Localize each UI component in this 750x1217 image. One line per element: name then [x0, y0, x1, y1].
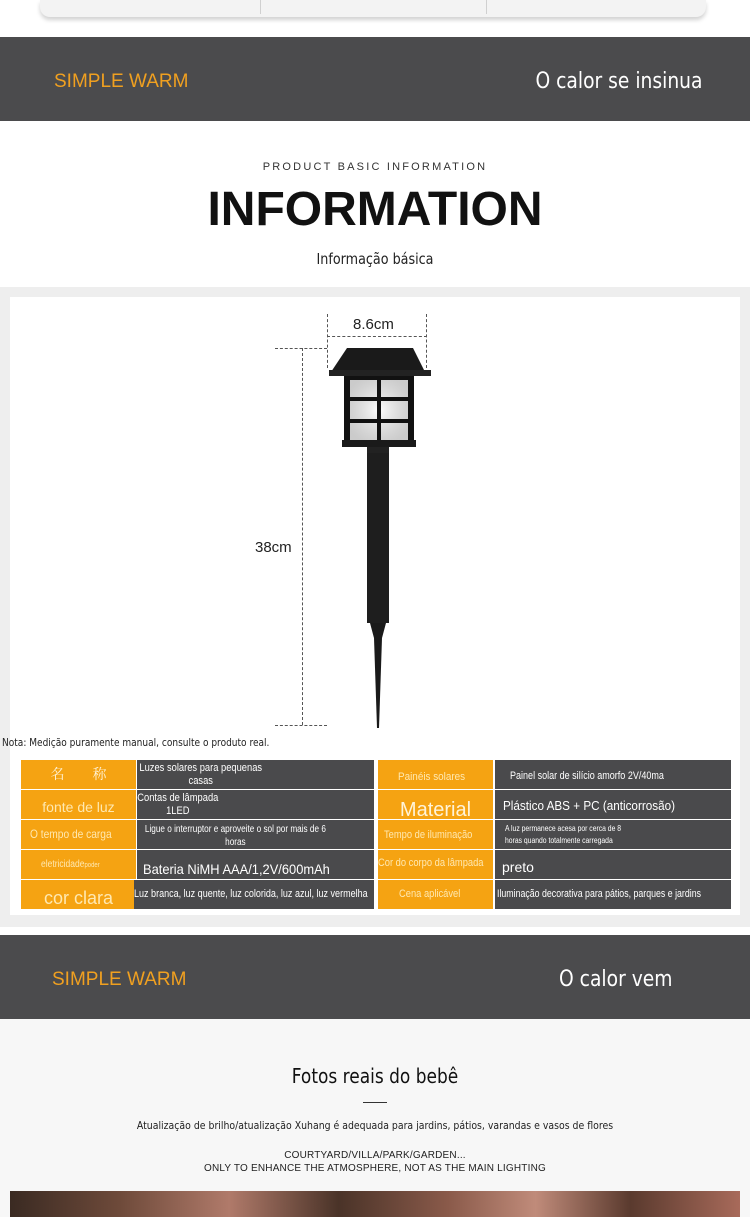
photos-section: [0, 1019, 750, 1217]
spec-label-source: fonte de luz: [21, 790, 136, 819]
spec-value-charge: Ligue o interruptor e aproveite o sol por mais de 6 horas: [137, 820, 374, 849]
spec-value-source: Contas de lâmpada 1LED: [137, 790, 374, 819]
spec-value-body-color: preto: [495, 850, 731, 879]
solar-lamp-image: [325, 348, 435, 732]
spec-label-scene: Cena aplicável: [378, 880, 493, 909]
spec-label-power-small: poder: [84, 862, 100, 869]
photos-en-line-2: ONLY TO ENHANCE THE ATMOSPHERE, NOT AS THE MAIN LIGHTING: [203, 1163, 546, 1174]
spec-value-material: Plástico ABS + PC (anticorrosão): [495, 790, 731, 819]
garden-photo: [10, 1191, 740, 1217]
section-title: INFORMATION: [207, 183, 543, 236]
spec-value-name: Luzes solares para pequenas casas: [137, 760, 374, 789]
dim-line: [327, 336, 427, 337]
spec-label-lighting-time: Tempo de iluminação: [378, 820, 493, 849]
section-subtitle: PRODUCT BASIC INFORMATION: [262, 161, 488, 173]
photos-description: Atualização de brilho/atualização Xuhang é adequada para jardins, pátios, varandas e vasos de flores: [136, 1119, 614, 1132]
photos-title: Fotos reais do bebê: [291, 1064, 459, 1088]
card-divider: [486, 0, 487, 14]
spec-label-power: eletricidadepoder: [21, 850, 136, 879]
spec-label-name: 名 称: [21, 760, 136, 789]
spec-value-scene: Iluminação decorativa para pátios, parques e jardins: [495, 880, 731, 909]
width-label: 8.6cm: [353, 316, 394, 333]
section-title-pt: Informação básica: [316, 250, 434, 268]
band-right-text: O calor vem: [558, 967, 672, 992]
top-card: [40, 0, 706, 17]
dim-line: [275, 348, 327, 349]
band-right-text: O calor se insinua: [534, 69, 702, 94]
measurement-note: Nota: Medição puramente manual, consulte o produto real.: [2, 736, 270, 749]
height-label: 38cm: [255, 539, 292, 556]
band-left-text: SIMPLE WARM: [52, 969, 187, 990]
spec-value-color: Luz branca, luz quente, luz colorida, luz azul, luz vermelha: [134, 880, 374, 909]
band-left-text: SIMPLE WARM: [54, 71, 189, 92]
photos-en-line-1: COURTYARD/VILLA/PARK/GARDEN...: [284, 1150, 466, 1161]
title-rule: [363, 1102, 387, 1103]
spec-label-color: cor clara: [21, 880, 136, 909]
dim-line: [275, 725, 327, 726]
header-band: [0, 935, 750, 1019]
spec-label-charge: O tempo de carga: [21, 820, 136, 849]
card-divider: [260, 0, 261, 14]
dim-line: [302, 348, 303, 725]
spec-value-solar: Painel solar de silício amorfo 2V/40ma: [495, 760, 731, 789]
spec-label-material: Material: [378, 790, 493, 819]
spec-label-body-color: Cor do corpo da lâmpada: [378, 850, 493, 879]
spec-label-solar: Painéis solares: [378, 760, 493, 789]
spec-value-power: Bateria NiMH AAA/1,2V/600mAh: [137, 850, 374, 879]
header-band: [0, 37, 750, 121]
spec-value-lighting-time: A luz permanece acesa por cerca de 8 horas quando totalmente carregada: [495, 820, 731, 849]
